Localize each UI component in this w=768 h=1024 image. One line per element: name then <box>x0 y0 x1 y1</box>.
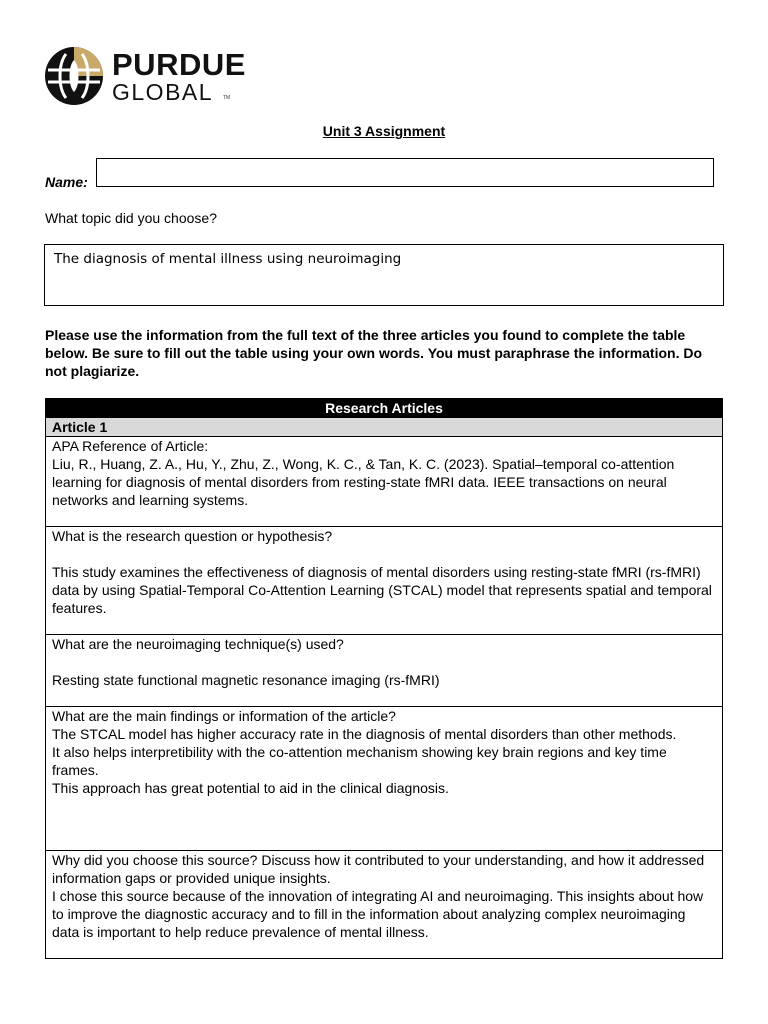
question-answer: This study examines the effectiveness of diagnosis of mental disorders using resting-state fMRI (rs-fMRI) data by using Spatial-Temporal Co-Attention Learning (STCAL) model that represents spatial and temporal features. <box>52 564 712 616</box>
topic-answer-text: The diagnosis of mental illness using neuroimaging <box>54 251 402 267</box>
findings-cell[interactable] <box>46 707 723 851</box>
table-header: Research Articles <box>46 399 723 418</box>
name-field[interactable] <box>96 158 714 187</box>
why-answer: I chose this source because of the innovation of integrating AI and neuroimaging. This insights about how to improve the diagnostic accuracy and to fill in the information about analyzing complex neuroimaging data is important to help reduce prevalence of mental illness. <box>52 888 704 940</box>
logo-trademark: TM <box>223 95 231 101</box>
logo-word-purdue: PURDUE <box>112 47 246 82</box>
purdue-global-logo <box>44 46 249 108</box>
research-articles-table <box>45 398 723 959</box>
findings-line: This approach has great potential to aid in the clinical diagnosis. <box>52 780 449 796</box>
question-cell[interactable] <box>46 527 723 635</box>
article-label: Article 1 <box>46 418 723 437</box>
topic-question: What topic did you choose? <box>45 210 217 226</box>
findings-line: It also helps interpretibility with the co-attention mechanism showing key brain regions and key time frames. <box>52 744 667 778</box>
technique-label: What are the neuroimaging technique(s) used? <box>52 636 344 652</box>
why-label: Why did you choose this source? Discuss how it contributed to your understanding, and how it addressed information gaps or provided unique insights. <box>52 852 705 886</box>
reference-cell[interactable] <box>46 437 723 527</box>
globe-logo-icon <box>44 46 104 106</box>
findings-line: The STCAL model has higher accuracy rate in the diagnosis of mental disorders than other methods. <box>52 726 677 742</box>
technique-answer: Resting state functional magnetic resonance imaging (rs-fMRI) <box>52 672 440 688</box>
topic-answer-box[interactable] <box>44 244 724 306</box>
why-cell[interactable] <box>46 851 723 959</box>
question-label: What is the research question or hypothesis? <box>52 528 333 544</box>
instructions: Please use the information from the full text of the three articles you found to complete the table below. Be sure to fill out the table using your own words. You must paraphrase the information. Do not plagiarize. <box>45 327 703 379</box>
logo-word-global: GLOBAL <box>112 79 214 105</box>
reference-text: Liu, R., Huang, Z. A., Hu, Y., Zhu, Z., Wong, K. C., & Tan, K. C. (2023). Spatial–temporal co-attention learning for diagnosis of mental disorders from resting-state fMRI data. IEEE transactions on neural networks and learning systems. <box>52 456 675 508</box>
name-label: Name: <box>45 174 88 190</box>
page-title: Unit 3 Assignment <box>322 123 446 139</box>
technique-cell[interactable] <box>46 635 723 707</box>
findings-label: What are the main findings or information of the article? <box>52 708 396 724</box>
reference-label: APA Reference of Article: <box>52 438 209 454</box>
